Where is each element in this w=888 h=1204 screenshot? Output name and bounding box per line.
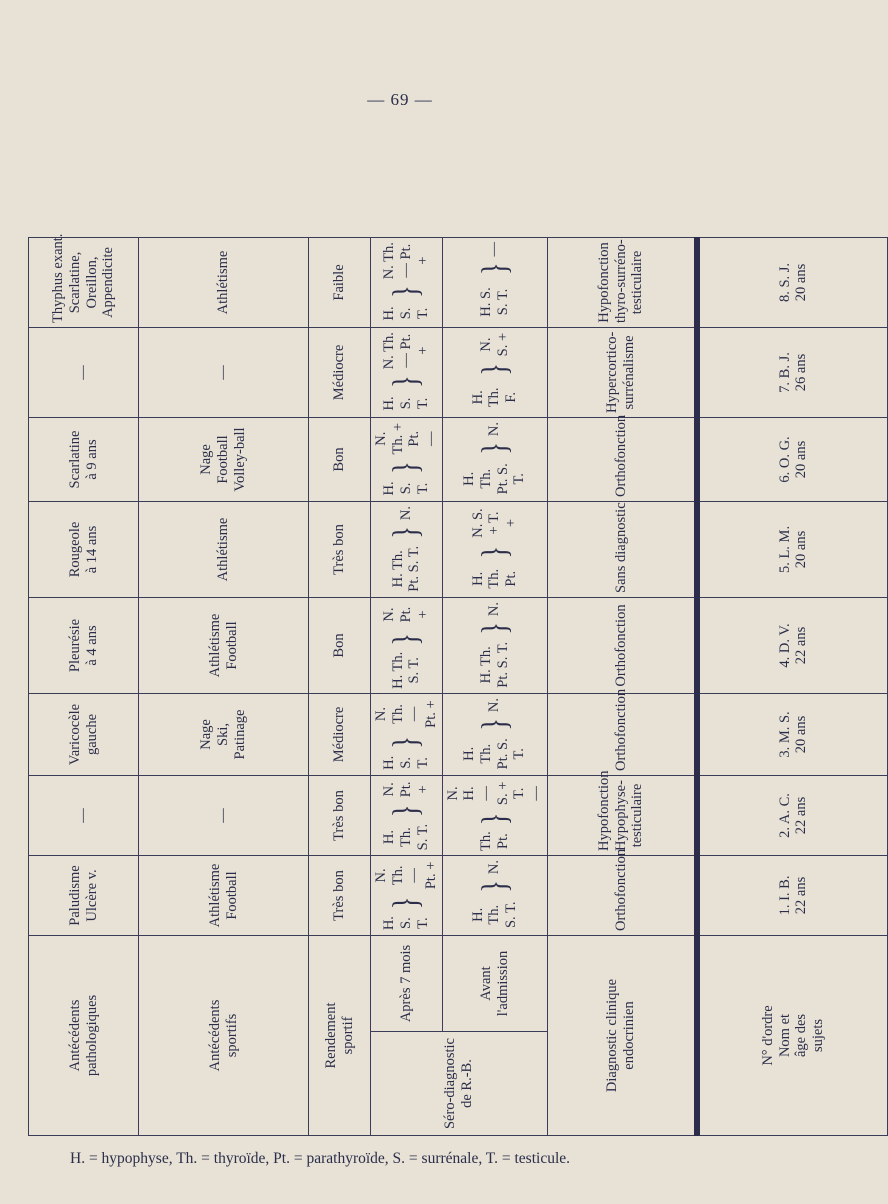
apres-cell — [371, 775, 443, 855]
avant-glands: Th. Pt. — [478, 831, 511, 851]
sujet-cell-line: 26 ans — [793, 353, 810, 392]
header-sportifs-line: Antécédents — [206, 999, 223, 1072]
header-diagnostic-line: Diagnostic clinique — [604, 978, 621, 1093]
rendement-cell: Très bon — [309, 775, 371, 855]
sujet-cell-line: 22 ans — [793, 626, 810, 665]
apres-result: N. Th. — Pt. + — [373, 700, 440, 728]
apres-glands: H. S. T. — [381, 916, 431, 931]
rendement-cell: Bon — [309, 597, 371, 693]
avant-result: N. — [486, 421, 503, 437]
pathologiques-cell-line: Scarlatine — [66, 430, 83, 489]
pathologiques-cell-line: Varicocèle — [66, 703, 83, 766]
sportifs-cell — [139, 237, 309, 327]
sportifs-cell-line: Athlétisme — [206, 613, 223, 678]
sujet-cell — [697, 327, 887, 417]
sportifs-cell — [139, 327, 309, 417]
header-rendement-line: sportif — [339, 1016, 356, 1055]
sportifs-cell-line: Athlétisme — [206, 863, 223, 928]
header-sportifs — [139, 935, 309, 1135]
diagnostic-cell-line: thyro-surréno- — [612, 239, 629, 323]
apres-result: N. Th. — Pt. + — [373, 861, 440, 890]
apres-result: N. Pt. + — [381, 781, 431, 798]
apres-cell — [371, 855, 443, 935]
sujet-cell — [697, 597, 887, 693]
sujet-cell — [697, 417, 887, 501]
apres-cell — [371, 693, 443, 775]
avant-result: N. H. — S. + T. — — [444, 781, 545, 806]
sportifs-cell — [139, 693, 309, 775]
sero-diagnostic-table — [28, 141, 888, 1136]
pathologiques-cell — [29, 597, 139, 693]
apres-result: N. Th. + Pt. — — [373, 422, 440, 455]
diagnostic-cell-line: Sans diagnostic — [612, 502, 629, 593]
avant-glands: H. Th. Pt. S. T. — [461, 738, 528, 770]
apres-cell — [371, 237, 443, 327]
header-sujet — [697, 935, 887, 1135]
pathologiques-cell-line: Pleurésie — [66, 618, 83, 673]
diagnostic-cell — [547, 848, 697, 935]
avant-glands: H. S. S. T. — [478, 287, 511, 317]
sportifs-cell-line: Football — [223, 621, 240, 670]
brace-icon: } — [473, 622, 515, 635]
apres-glands: H. Th. Pt. S. T. — [389, 545, 423, 592]
sportifs-cell-line: Athlétisme — [215, 250, 232, 315]
brace-icon: } — [473, 880, 515, 893]
pathologiques-cell-line: Rougeole — [66, 521, 83, 578]
sportifs-cell — [139, 597, 309, 693]
brace-icon: } — [473, 262, 515, 275]
sujet-cell — [697, 855, 887, 935]
header-rendement-line: Rendement — [322, 1002, 339, 1069]
sujet-cell-line: 2. A. C. — [776, 793, 793, 838]
sportifs-cell-line: — — [215, 365, 232, 380]
brace-icon: } — [473, 442, 515, 455]
brace-icon: } — [385, 461, 427, 474]
rendement-cell: Bon — [309, 417, 371, 501]
apres-result: N. Th. — Pt. + — [381, 332, 431, 370]
brace-icon: } — [473, 812, 515, 826]
pathologiques-cell-line: Paludisme — [66, 865, 83, 926]
apres-cell — [371, 501, 443, 597]
legend: H. = hypophyse, Th. = thyroïde, Pt. = parathyroïde, S. = surrénale, T. = testicule. — [70, 1150, 571, 1167]
sportifs-cell-line: Patinage — [231, 709, 248, 760]
sujet-cell-line: 20 ans — [793, 715, 810, 754]
diagnostic-cell — [547, 770, 697, 855]
sportifs-cell — [139, 775, 309, 855]
sujet-cell-line: 1. I. B. — [776, 875, 793, 916]
sportifs-cell-line: Nage — [198, 444, 215, 475]
brace-icon: } — [473, 718, 515, 731]
pathologiques-cell — [29, 327, 139, 417]
sportifs-cell-line: Football — [223, 871, 240, 920]
brace-icon: } — [385, 526, 427, 539]
sportifs-cell-line: Football — [215, 435, 232, 484]
pathologiques-cell — [29, 693, 139, 775]
sujet-cell-line: 20 ans — [793, 440, 810, 479]
avant-glands: H. Th. Pt. S. T. — [478, 641, 511, 688]
rendement-cell: Très bon — [309, 855, 371, 935]
diagnostic-cell-line: Orthofonction — [612, 688, 629, 771]
apres-glands: H. S. T. — [381, 481, 431, 496]
pathologiques-cell — [29, 855, 139, 935]
avant-glands: H. Th. S. T. — [469, 901, 520, 929]
avant-result: N. S. + T. + — [469, 508, 520, 538]
rendement-cell: Très bon — [309, 501, 371, 597]
avant-cell — [442, 237, 547, 327]
brace-icon: } — [385, 375, 427, 388]
avant-glands: H. Th. Pt. — [469, 568, 520, 589]
diagnostic-cell-line: Orthofonction — [612, 604, 629, 687]
diagnostic-cell-line: testiculaire — [629, 783, 646, 848]
avant-result: — — [486, 241, 503, 257]
avant-result: N. — [486, 697, 503, 713]
sportifs-cell-line: Nage — [198, 719, 215, 750]
sujet-cell — [697, 775, 887, 855]
sujet-cell-line: 7. B. J. — [776, 352, 793, 393]
sujet-cell-line: 3. M. S. — [776, 711, 793, 758]
pathologiques-cell-line: — — [75, 808, 92, 823]
diagnostic-cell-line: Orthofonction — [612, 848, 629, 931]
header-sero-diagnostic: Séro-diagnostic de R.-B. — [371, 1032, 548, 1136]
pathologiques-cell-line: à 9 ans — [83, 439, 100, 480]
brace-icon: } — [385, 736, 427, 749]
diagnostic-cell — [547, 501, 697, 597]
avant-cell — [442, 693, 547, 775]
pathologiques-cell-line: Thyphus exant. — [50, 233, 67, 323]
pathologiques-cell-line: Oreillon, — [83, 256, 100, 309]
sportifs-cell — [139, 501, 309, 597]
header-sportifs-line: sportifs — [223, 1013, 240, 1058]
avant-glands: H. Th. Pt. S. T. — [461, 463, 528, 495]
brace-icon: } — [473, 546, 515, 559]
pathologiques-cell — [29, 233, 139, 327]
rotated-table — [28, 142, 827, 1136]
diagnostic-cell-line: Hypophyse- — [612, 780, 629, 851]
sujet-cell-line: 6. O. G. — [776, 436, 793, 483]
apres-result: N. Th. — Pt. + — [381, 242, 431, 280]
diagnostic-cell — [547, 597, 697, 693]
table-wrapper — [28, 142, 827, 1136]
diagnostic-cell — [547, 327, 697, 417]
header-pathologiques — [29, 935, 139, 1135]
diagnostic-cell-line: testiculaire — [629, 250, 646, 315]
diagnostic-cell — [547, 237, 697, 327]
brace-icon: } — [385, 633, 427, 646]
apres-cell — [371, 327, 443, 417]
pathologiques-cell — [29, 775, 139, 855]
diagnostic-cell — [547, 688, 697, 775]
apres-glands: H. S. T. — [381, 306, 431, 321]
apres-cell — [371, 597, 443, 693]
brace-icon: } — [385, 804, 427, 818]
avant-cell — [442, 327, 547, 417]
sujet-cell — [697, 501, 887, 597]
diagnostic-cell — [547, 414, 697, 501]
avant-cell — [442, 597, 547, 693]
sujet-cell-line: 22 ans — [793, 876, 810, 915]
pathologiques-cell-line: Ulcère v. — [83, 869, 100, 922]
diagnostic-cell-line: Hypercortico- — [604, 331, 621, 413]
sujet-cell-line: 22 ans — [793, 796, 810, 835]
avant-cell — [442, 775, 547, 855]
sportifs-cell — [139, 855, 309, 935]
header-sujet-line: Nom et — [776, 1013, 793, 1058]
sujet-cell-line: 5. L. M. — [776, 525, 793, 574]
avant-result: N. S. + — [478, 332, 511, 357]
sujet-cell-line: 20 ans — [793, 530, 810, 569]
diagnostic-cell-line: Hypofonction — [595, 242, 612, 323]
header-rendement — [309, 935, 371, 1135]
apres-glands: H. S. T. — [381, 396, 431, 411]
avant-cell — [442, 501, 547, 597]
avant-cell — [442, 855, 547, 935]
apres-glands: H. Th. S. T. — [381, 823, 431, 851]
header-avant: Avant l'admission — [442, 935, 547, 1031]
brace-icon: } — [385, 896, 427, 910]
rendement-cell: Médiocre — [309, 327, 371, 417]
brace-icon: } — [473, 363, 515, 376]
sujet-cell — [697, 237, 887, 327]
avant-cell — [442, 417, 547, 501]
header-pathologiques-line: Antécédents — [66, 999, 83, 1072]
pathologiques-cell-line: — — [75, 365, 92, 380]
rendement-cell: Faible — [309, 237, 371, 327]
header-sujet-line: sujets — [810, 1018, 827, 1053]
pathologiques-cell-line: Scarlatine, — [66, 251, 83, 314]
pathologiques-cell-line: à 4 ans — [83, 625, 100, 666]
apres-glands: H. Th. S. T. — [389, 651, 423, 689]
pathologiques-cell — [29, 501, 139, 597]
sujet-cell-line: 8. S. J. — [776, 262, 793, 303]
sportifs-cell-line: Volley-ball — [231, 427, 248, 492]
apres-glands: H. S. T. — [381, 755, 431, 770]
header-pathologiques-line: pathologiques — [83, 994, 100, 1077]
brace-icon: } — [385, 285, 427, 298]
pathologiques-cell-line: gauche — [83, 713, 100, 756]
avant-result: N. — [486, 601, 503, 617]
sportifs-cell-line: — — [215, 808, 232, 823]
header-sujet-line: âge des — [793, 1013, 810, 1058]
apres-result: N. — [398, 505, 414, 521]
sportifs-cell-line: Athlétisme — [215, 517, 232, 582]
sportifs-cell — [139, 417, 309, 501]
header-diagnostic-line: endocrinien — [620, 1001, 637, 1070]
header-sujet-line: N° d'ordre — [760, 1005, 777, 1066]
sujet-cell — [697, 693, 887, 775]
header-diagnostic — [547, 935, 697, 1135]
pathologiques-cell-line: à 14 ans — [83, 525, 100, 574]
diagnostic-cell-line: Orthofonction — [612, 414, 629, 497]
pathologiques-cell — [29, 417, 139, 501]
apres-result: N. Pt. + — [381, 606, 431, 623]
rendement-cell: Médiocre — [309, 693, 371, 775]
header-apres: Après 7 mois — [371, 935, 443, 1031]
avant-result: N. — [486, 859, 503, 875]
sujet-cell-line: 20 ans — [793, 263, 810, 302]
diagnostic-cell-line: surrénalisme — [620, 335, 637, 410]
diagnostic-cell-line: Hypofonction — [595, 770, 612, 851]
pathologiques-cell-line: Appendicite — [100, 247, 117, 318]
avant-glands: H. Th. F. — [469, 387, 520, 408]
page-number: — 69 — — [367, 90, 433, 109]
sujet-cell-line: 4. D. V. — [776, 623, 793, 668]
sportifs-cell-line: Ski, — [215, 723, 232, 746]
apres-cell — [371, 417, 443, 501]
